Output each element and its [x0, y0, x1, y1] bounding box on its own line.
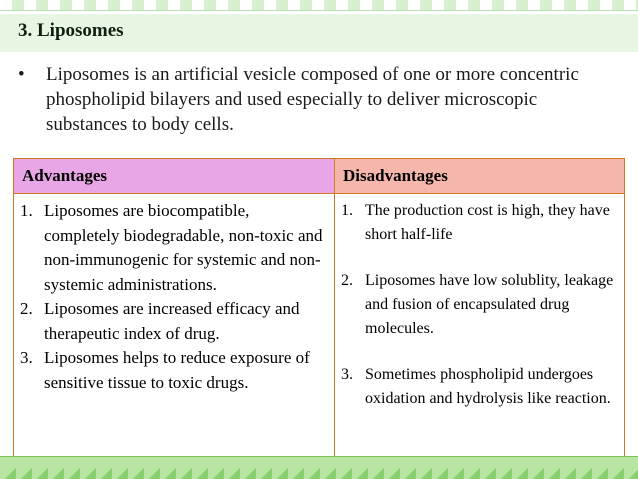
list-item	[20, 346, 328, 395]
advantage-text: Liposomes are biocompatible, completely biodegradable, non-toxic and non-immunogenic for systemic and non-systemic administrations.	[44, 201, 323, 294]
advantages-list	[20, 199, 328, 395]
bullet-dot-icon: •	[18, 64, 25, 85]
list-item	[341, 269, 618, 341]
table-header-row	[14, 159, 625, 194]
slide-title: 3. Liposomes	[18, 20, 124, 41]
list-number: 3.	[20, 348, 33, 367]
advantages-cell	[14, 194, 335, 468]
disadvantages-cell	[335, 194, 625, 468]
list-item	[20, 199, 328, 297]
list-number: 1.	[20, 201, 33, 220]
list-number: 3.	[341, 366, 353, 383]
list-item	[341, 363, 618, 411]
disadvantage-text: The production cost is high, they have short half-life	[365, 202, 610, 243]
bottom-decorative-stripe	[0, 456, 638, 479]
top-decorative-stripe	[0, 0, 638, 11]
disadvantages-header: Disadvantages	[335, 159, 625, 194]
intro-bullet	[18, 62, 618, 137]
intro-bullet-text: Liposomes is an artificial vesicle composed of one or more concentric phospholipid bilayers and used especially to deliver microscopic substances to body cells.	[46, 64, 579, 135]
table-body-row	[14, 194, 625, 468]
list-number: 1.	[341, 202, 353, 219]
list-number: 2.	[341, 272, 353, 289]
advantage-text: Liposomes helps to reduce exposure of sensitive tissue to toxic drugs.	[44, 348, 310, 392]
disadvantage-text: Sometimes phospholipid undergoes oxidation and hydrolysis like reaction.	[365, 366, 611, 407]
comparison-table	[13, 158, 625, 468]
disadvantages-list	[341, 199, 618, 411]
advantage-text: Liposomes are increased efficacy and therapeutic index of drug.	[44, 299, 300, 343]
list-number: 2.	[20, 299, 33, 318]
list-item	[20, 297, 328, 346]
disadvantage-text: Liposomes have low solublity, leakage and fusion of encapsulated drug molecules.	[365, 272, 614, 337]
advantages-header: Advantages	[14, 159, 335, 194]
list-item	[341, 199, 618, 247]
